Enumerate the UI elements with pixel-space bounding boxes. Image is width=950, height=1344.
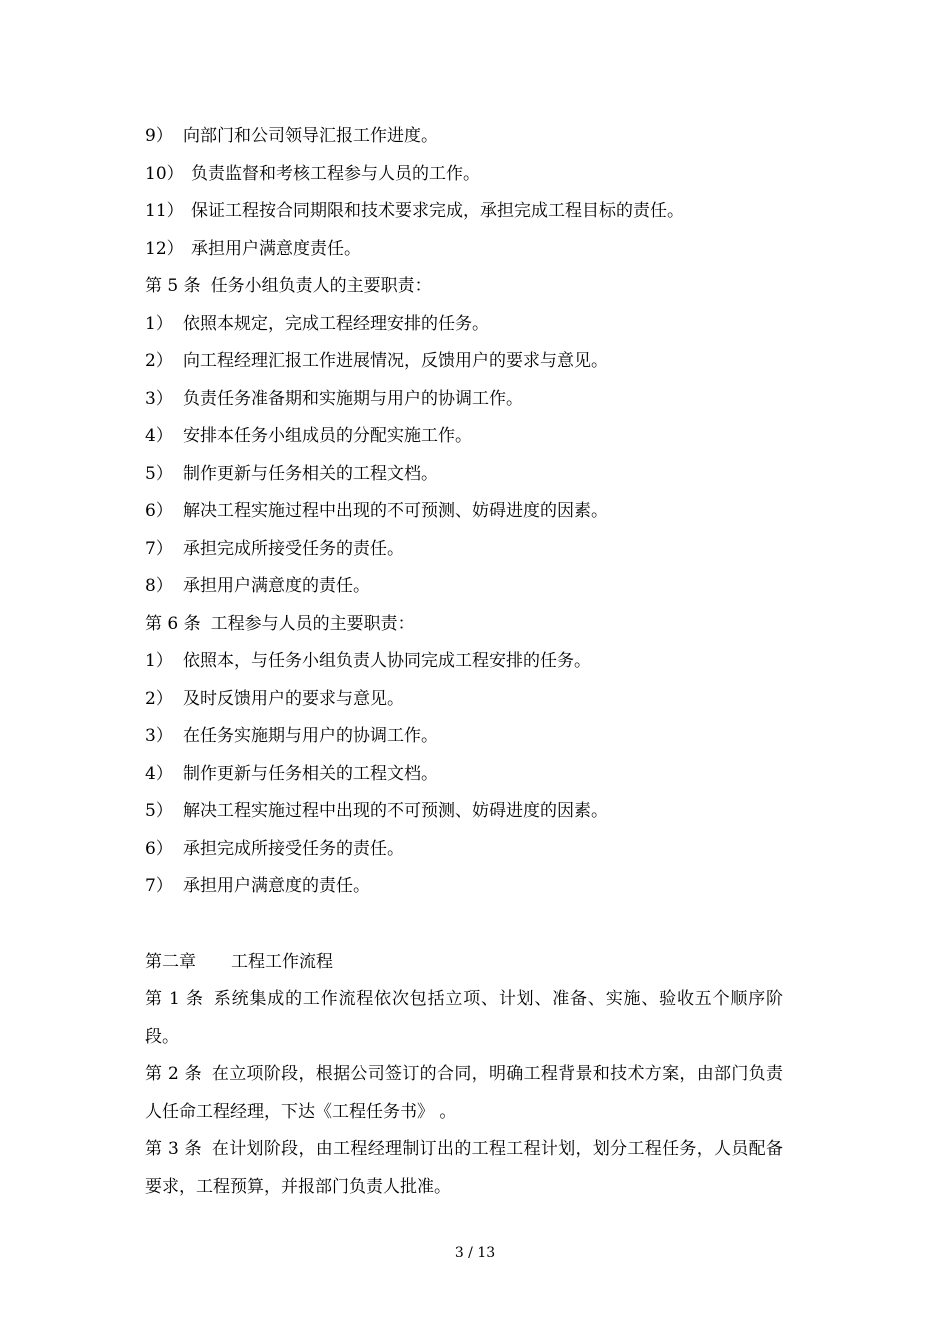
- list-item: [145, 381, 785, 419]
- article-paragraph: [145, 1056, 783, 1131]
- list-item-number: 1）: [145, 313, 173, 334]
- list-item: [145, 231, 785, 269]
- list-item: [145, 193, 785, 231]
- list-item-number: 3）: [145, 726, 173, 746]
- list-item: [145, 531, 785, 569]
- article-text: 系统集成的工作流程依次包括立项、计划、准备、实施、验收五个顺序阶段。: [145, 989, 784, 1047]
- article-label: 第 1 条: [145, 989, 204, 1009]
- list-item: [145, 681, 785, 719]
- list-item: [145, 343, 785, 381]
- list-item-text: 向工程经理汇报工作进展情况，反馈用户的要求与意见。: [183, 351, 608, 371]
- list-item-number: 1）: [145, 651, 173, 671]
- list-item-text: 保证工程按合同期限和技术要求完成，承担完成工程目标的责任。: [191, 201, 684, 221]
- list-item-text: 制作更新与任务相关的工程文档。: [183, 463, 438, 484]
- list-item-text: 制作更新与任务相关的工程文档。: [183, 763, 438, 784]
- list-item-text: 解决工程实施过程中出现的不可预测、妨碍进度的因素。: [183, 501, 608, 521]
- list-item-text: 解决工程实施过程中出现的不可预测、妨碍进度的因素。: [183, 801, 608, 821]
- list-item-text: 向部门和公司领导汇报工作进度。: [183, 126, 438, 146]
- list-item-text: 承担完成所接受任务的责任。: [183, 538, 404, 559]
- list-item: [145, 118, 785, 156]
- list-item: [145, 643, 785, 681]
- list-item-number: 6）: [145, 501, 173, 521]
- list-item-number: 7）: [145, 538, 173, 559]
- list-item: [145, 756, 785, 794]
- chapter-number: 第二章: [145, 951, 196, 972]
- list-item-text: 承担完成所接受任务的责任。: [183, 838, 404, 859]
- list-item-number: 12）: [145, 238, 184, 259]
- list-item-text: 在任务实施期与用户的协调工作。: [183, 726, 438, 746]
- list-item-number: 9）: [145, 126, 173, 146]
- list-item-number: 11）: [145, 201, 184, 221]
- list-item: [145, 718, 785, 756]
- list-item-text: 及时反馈用户的要求与意见。: [183, 688, 404, 709]
- list-item-number: 5）: [145, 801, 173, 821]
- list-item-number: 4）: [145, 763, 173, 784]
- list-item-number: 6）: [145, 838, 173, 859]
- list-item-number: 8）: [145, 576, 173, 596]
- article-paragraph: [145, 1131, 783, 1206]
- document-body: [145, 118, 785, 1206]
- list-item: [145, 306, 785, 344]
- list-item-number: 5）: [145, 463, 173, 484]
- article-label: 第 2 条: [145, 1064, 202, 1084]
- list-item: [145, 568, 785, 606]
- list-item-text: 依照本，与任务小组负责人协同完成工程安排的任务。: [183, 651, 591, 671]
- list-item-number: 10）: [145, 163, 184, 184]
- list-item: [145, 418, 785, 456]
- list-item-text: 负责监督和考核工程参与人员的工作。: [191, 163, 480, 184]
- page-number: 3 / 13: [454, 1245, 496, 1261]
- article-label: 第 5 条: [145, 276, 201, 296]
- list-item-text: 负责任务准备期和实施期与用户的协调工作。: [183, 388, 523, 409]
- list-item-number: 7）: [145, 876, 173, 896]
- list-item-number: 2）: [145, 351, 173, 371]
- article-text: 任务小组负责人的主要职责：: [210, 276, 432, 296]
- list-item-text: 依照本规定，完成工程经理安排的任务。: [183, 313, 489, 334]
- list-item: [145, 793, 785, 831]
- article-heading: [145, 606, 785, 644]
- list-item: [145, 156, 785, 194]
- chapter-title: 工程工作流程: [231, 951, 333, 972]
- article-text: 在立项阶段，根据公司签订的合同，明确工程背景和技术方案，由部门负责人任命工程经理，下达《工程任务书》 。: [145, 1064, 784, 1122]
- list-item-text: 安排本任务小组成员的分配实施工作。: [183, 426, 472, 446]
- article-text: 工程参与人员的主要职责：: [210, 613, 415, 634]
- list-item-number: 2）: [145, 688, 173, 709]
- list-item-number: 3）: [145, 388, 173, 409]
- list-item: [145, 831, 785, 869]
- list-item-text: 承担用户满意度的责任。: [183, 576, 370, 596]
- article-text: 在计划阶段，由工程经理制订出的工程工程计划，划分工程任务，人员配备要求，工程预算，并报部门负责人批准。: [145, 1139, 784, 1197]
- list-item-text: 承担用户满意度责任。: [191, 238, 361, 259]
- article-label: 第 3 条: [145, 1139, 202, 1159]
- article-paragraph: [145, 981, 783, 1056]
- spacer: [145, 906, 785, 944]
- chapter-heading: [145, 944, 785, 982]
- article-label: 第 6 条: [145, 613, 201, 634]
- list-item: [145, 493, 785, 531]
- list-item: [145, 868, 785, 906]
- list-item-text: 承担用户满意度的责任。: [183, 876, 370, 896]
- list-item: [145, 456, 785, 494]
- article-heading: [145, 268, 785, 306]
- list-item-number: 4）: [145, 426, 173, 446]
